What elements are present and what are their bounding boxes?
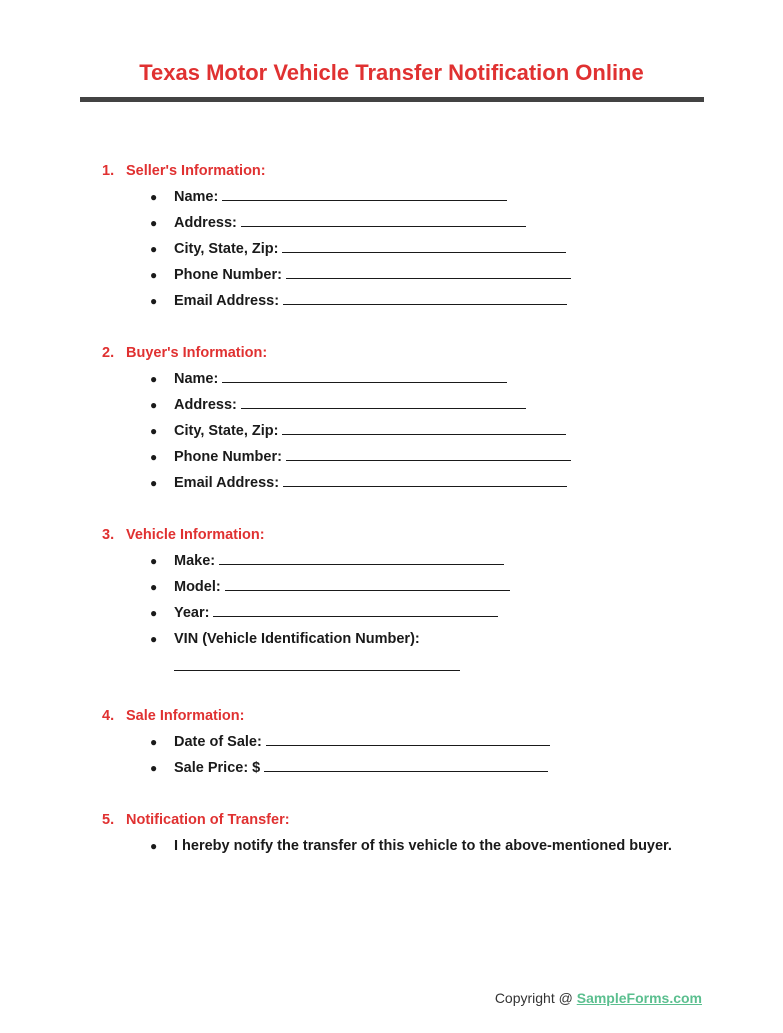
vehicle-make-field (102, 548, 722, 574)
section-heading (102, 703, 722, 729)
section-title: Seller's Information: (126, 163, 266, 179)
section-title: Vehicle Information: (126, 527, 265, 543)
seller-city-state-zip-field (102, 236, 722, 262)
bullet-icon: ● (150, 242, 158, 256)
field-label: Sale Price: $ (174, 760, 261, 776)
field-label: Email Address: (174, 475, 280, 491)
sale-date-field (102, 729, 722, 755)
bullet-icon: ● (150, 450, 158, 464)
copyright-text: Copyright @ (494, 990, 573, 1006)
section-seller-information (102, 158, 722, 314)
seller-phone-field (102, 262, 722, 288)
field-label: Address: (174, 397, 237, 413)
bullet-icon: ● (150, 606, 158, 620)
field-label: Email Address: (174, 293, 280, 309)
seller-name-blank[interactable] (222, 186, 507, 201)
bullet-icon: ● (150, 190, 158, 204)
vehicle-year-field (102, 600, 722, 626)
section-number: 3. (102, 527, 115, 543)
seller-city-state-zip-blank[interactable] (282, 238, 566, 253)
vehicle-make-blank[interactable] (219, 550, 504, 565)
seller-address-field (102, 210, 722, 236)
field-label: Year: (174, 605, 210, 621)
field-label: VIN (Vehicle Identification Number): (174, 631, 420, 647)
transfer-statement (102, 833, 722, 859)
bullet-icon: ● (150, 761, 158, 775)
buyer-address-blank[interactable] (241, 394, 526, 409)
seller-email-blank[interactable] (283, 290, 567, 305)
sampleforms-link[interactable]: SampleForms.com (576, 990, 702, 1006)
section-heading (102, 340, 722, 366)
section-sale-information (102, 703, 722, 781)
seller-address-blank[interactable] (241, 212, 526, 227)
bullet-icon: ● (150, 398, 158, 412)
buyer-address-field (102, 392, 722, 418)
document-title: Texas Motor Vehicle Transfer Notification Online (139, 60, 644, 85)
buyer-name-blank[interactable] (222, 368, 507, 383)
vehicle-vin-blank[interactable] (174, 656, 460, 671)
section-title: Notification of Transfer: (126, 812, 290, 828)
sale-price-field (102, 755, 722, 781)
sale-price-blank[interactable] (264, 757, 548, 772)
bullet-icon: ● (150, 424, 158, 438)
section-title: Sale Information: (126, 708, 245, 724)
title-divider (80, 97, 704, 102)
bullet-icon: ● (150, 216, 158, 230)
section-number: 4. (102, 708, 115, 724)
field-label: City, State, Zip: (174, 241, 279, 257)
bullet-icon: ● (150, 476, 158, 490)
vehicle-vin-line (102, 652, 722, 678)
field-label: Model: (174, 579, 221, 595)
bullet-icon: ● (150, 580, 158, 594)
buyer-email-field (102, 470, 722, 496)
section-notification-of-transfer (102, 807, 722, 859)
buyer-email-blank[interactable] (283, 472, 567, 487)
seller-phone-blank[interactable] (286, 264, 571, 279)
section-title: Buyer's Information: (126, 345, 268, 361)
buyer-city-state-zip-field (102, 418, 722, 444)
field-label: Address: (174, 215, 237, 231)
field-label: Date of Sale: (174, 734, 262, 750)
bullet-icon: ● (150, 632, 158, 646)
section-number: 1. (102, 163, 115, 179)
footer-copyright (495, 990, 702, 1006)
bullet-icon: ● (150, 735, 158, 749)
statement-text: I hereby notify the transfer of this vehicle to the above-mentioned buyer. (174, 838, 672, 854)
buyer-name-field (102, 366, 722, 392)
section-vehicle-information (102, 522, 722, 678)
seller-email-field (102, 288, 722, 314)
field-label: Name: (174, 371, 219, 387)
buyer-city-state-zip-blank[interactable] (282, 420, 566, 435)
bullet-icon: ● (150, 554, 158, 568)
section-buyer-information (102, 340, 722, 496)
vehicle-model-blank[interactable] (225, 576, 510, 591)
section-heading (102, 522, 722, 548)
field-label: Phone Number: (174, 267, 282, 283)
vehicle-vin-field (102, 626, 722, 652)
section-number: 2. (102, 345, 115, 361)
bullet-icon: ● (150, 294, 158, 308)
bullet-icon: ● (150, 268, 158, 282)
field-label: Make: (174, 553, 216, 569)
section-heading (102, 158, 722, 184)
field-label: City, State, Zip: (174, 423, 279, 439)
vehicle-year-blank[interactable] (213, 602, 498, 617)
buyer-phone-field (102, 444, 722, 470)
bullet-icon: ● (150, 839, 158, 853)
sale-date-blank[interactable] (266, 731, 550, 746)
field-label: Phone Number: (174, 449, 282, 465)
section-number: 5. (102, 812, 115, 828)
bullet-icon: ● (150, 372, 158, 386)
buyer-phone-blank[interactable] (286, 446, 571, 461)
field-label: Name: (174, 189, 219, 205)
seller-name-field (102, 184, 722, 210)
vehicle-model-field (102, 574, 722, 600)
section-heading (102, 807, 722, 833)
